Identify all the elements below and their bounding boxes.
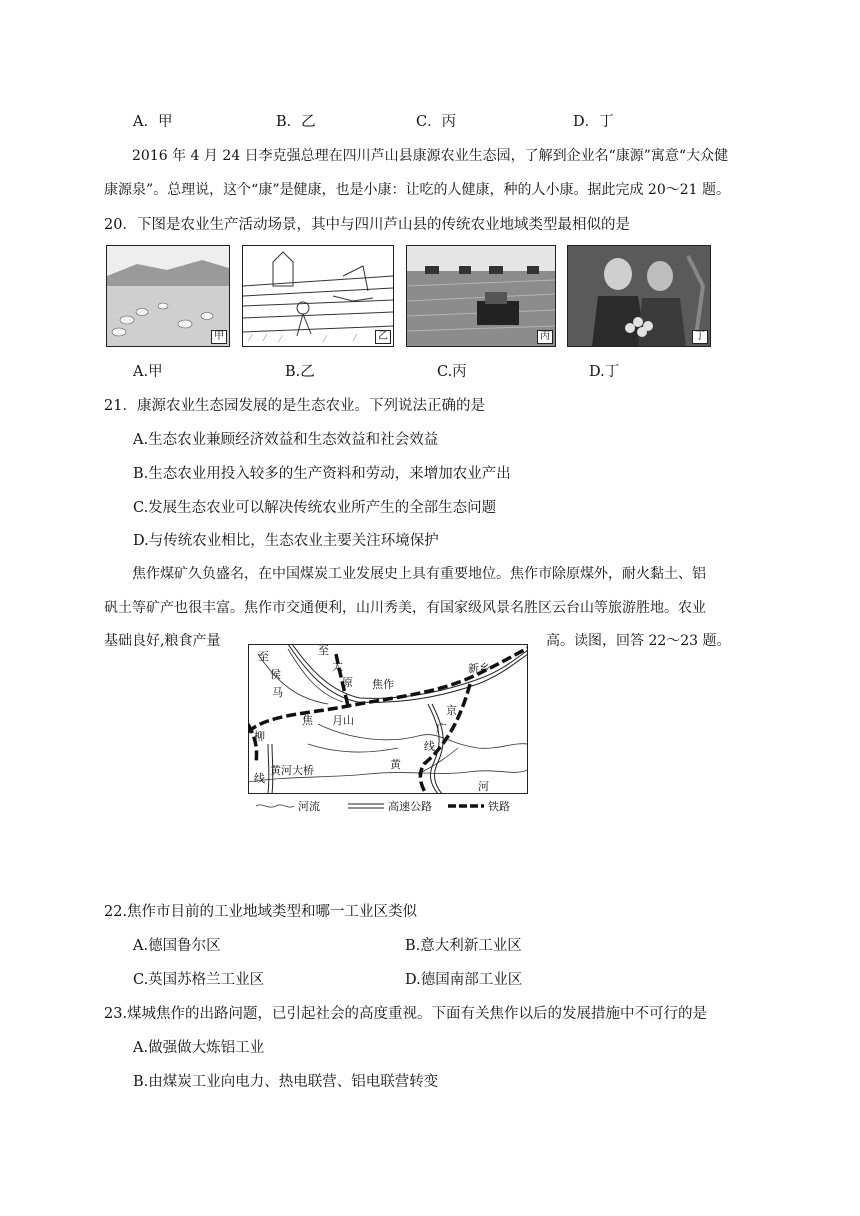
q22-option-d: D.德国南部工业区 — [405, 972, 523, 988]
q22-option-a: A.德国鲁尔区 — [133, 938, 221, 954]
q19-option-d: D．丁 — [573, 114, 614, 130]
map-label-he: 河 — [478, 780, 489, 793]
map-label-ma: 马 — [272, 686, 283, 699]
map-label-zhi2: 至 — [318, 644, 329, 657]
intro2-line2: 矾土等矿产也很丰富。焦作市交通便利，山川秀美，有国家级风景名胜区云台山等旅游胜地。农业 — [104, 600, 706, 616]
map-label-huang: 黄 — [390, 758, 401, 771]
map-label-yuan: 原 — [342, 676, 353, 689]
intro2-line1: 焦作煤矿久负盛名，在中国煤炭工业发展史上具有重要地位。焦作市除原煤外，耐火黏土、铝 — [132, 566, 706, 582]
intro1-line2: 康源泉”。总理说，这个“康”是健康，也是小康：让吃的人健康，种的人小康。据此完成 20～21 题。 — [104, 182, 730, 198]
legend-expressway-label: 高速公路 — [388, 800, 432, 813]
map-label-guang: 广 — [436, 722, 447, 735]
map-label-jing: 京 — [446, 704, 457, 717]
photo-tag-bing: 丙 — [537, 330, 553, 344]
jiaozuo-map — [248, 644, 528, 820]
q21-option-a: A.生态农业兼顾经济效益和生态效益和社会效益 — [133, 432, 439, 448]
q20-option-b: B.乙 — [285, 364, 315, 380]
map-legend — [256, 799, 510, 813]
q21-stem: 21．康源农业生态园发展的是生态农业。下列说法正确的是 — [104, 398, 485, 414]
q22-option-c: C.英国苏格兰工业区 — [133, 972, 265, 988]
q22-stem: 22.焦作市目前的工业地域类型和哪一工业区类似 — [104, 904, 418, 920]
legend-railway-label: 铁路 — [488, 800, 510, 813]
q23-stem: 23.煤城焦作的出路问题，已引起社会的高度重视。下面有关焦作以后的发展措施中不可行的是 — [104, 1006, 708, 1022]
q19-option-a: A．甲 — [133, 114, 173, 130]
legend-river-label: 河流 — [298, 800, 320, 813]
intro2-line3b: 高。读图，回答 22～23 题。 — [546, 633, 731, 649]
legend-river-icon — [256, 805, 294, 807]
q19-option-c: C．丙 — [416, 114, 457, 130]
q21-option-b: B.生态农业用投入较多的生产资料和劳动，来增加农业产出 — [133, 466, 511, 482]
map-label-yueshan: 月山 — [332, 714, 354, 727]
drawing-tag-yi: 乙 — [375, 330, 391, 344]
drawing-yi — [242, 245, 394, 347]
map-label-xinxiang: 新乡 — [468, 662, 490, 675]
map-label-jiaozuo: 焦作 — [372, 678, 394, 691]
q23-option-a: A.做强做大炼铝工业 — [133, 1040, 265, 1056]
map-label-xian2: 线 — [254, 772, 265, 785]
q19-option-b: B．乙 — [276, 114, 316, 130]
photo-tag-jia: 甲 — [211, 330, 227, 344]
q20-option-a: A.甲 — [133, 364, 163, 380]
legend-expressway-icon — [348, 804, 384, 808]
map-label-tai: 太 — [332, 660, 343, 673]
q20-stem: 20．下图是农业生产活动场景，其中与四川芦山县的传统农业地域类型最相似的是 — [104, 217, 630, 233]
intro1-line1: 2016 年 4 月 24 日李克强总理在四川芦山县康源农业生态园，了解到企业名“康源”寓意“大众健 — [132, 148, 729, 164]
q21-option-c: C.发展生态农业可以解决传统农业所产生的全部生态问题 — [133, 500, 497, 516]
map-label-xian1: 线 — [424, 740, 435, 753]
q20-option-d: D.丁 — [589, 364, 620, 380]
map-label-hou: 侯 — [270, 668, 281, 681]
intro2-line3a: 基础良好,粮食产量 — [104, 633, 221, 649]
map-label-zhi1: 至 — [258, 650, 269, 663]
photo-jia — [106, 245, 230, 347]
map-label-liu: 柳 — [254, 730, 265, 743]
photo-ding — [567, 245, 711, 347]
q20-option-c: C.丙 — [437, 364, 467, 380]
map-label-bridge: 黄河大桥 — [270, 764, 314, 777]
q23-option-b: B.由煤炭工业向电力、热电联营、铝电联营转变 — [133, 1074, 439, 1090]
map-label-jiao: 焦 — [302, 714, 313, 727]
q22-option-b: B.意大利新工业区 — [405, 938, 522, 954]
photo-tag-ding: 丁 — [692, 330, 708, 344]
photo-bing — [406, 245, 556, 347]
q21-option-d: D.与传统农业相比，生态农业主要关注环境保护 — [133, 533, 439, 549]
